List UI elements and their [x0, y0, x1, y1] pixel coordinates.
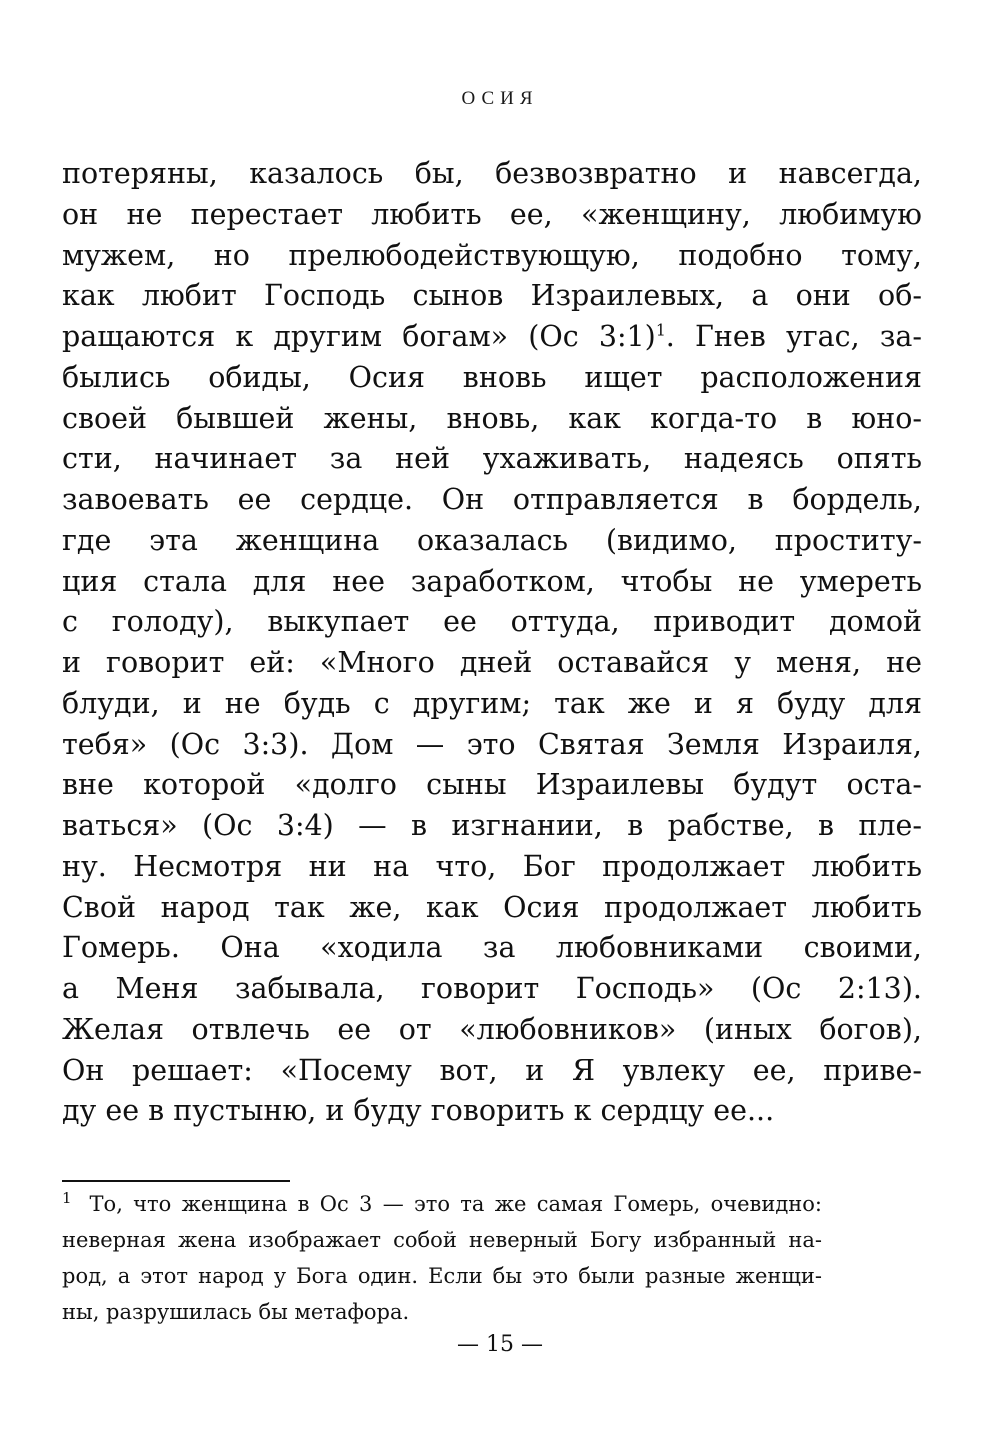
running-head: ОСИЯ — [461, 88, 539, 109]
footnote-number: 1 — [62, 1189, 72, 1207]
text-line: ция стала для нее заработком, чтобы не умереть — [62, 564, 922, 598]
body-text — [62, 154, 922, 1132]
text-line: ну. Несмотря ни на что, Бог продолжает любить — [62, 849, 922, 883]
text-line-part: . Гнев угас, за- — [665, 320, 922, 353]
text-line-with-footnote — [62, 317, 922, 358]
text-line: с голоду), выкупает ее оттуда, приводит домой — [62, 605, 922, 639]
text-line-part: ращаются к другим богам» (Ос 3:1) — [62, 320, 656, 353]
text-line: Он решает: «Посему вот, и Я увлеку ее, приве- — [62, 1053, 922, 1087]
text-line: своей бывшей жены, вновь, как когда-то в юно- — [62, 401, 922, 435]
text-line: потеряны, казалось бы, безвозвратно и навсегда, — [62, 157, 922, 190]
text-line: блуди, и не будь с другим; так же и я буду для — [62, 686, 922, 720]
footnote-rule — [62, 1180, 290, 1182]
page-number: — 15 — — [457, 1332, 543, 1357]
footnote-line: ны, разрушилась бы метафора. — [62, 1300, 410, 1324]
footnote-line: неверная жена изображает собой неверный Богу избранный на- — [62, 1228, 822, 1252]
footnote-line — [62, 1186, 822, 1222]
text-line: завоевать ее сердце. Он отправляется в бордель, — [62, 483, 922, 516]
text-line: Желая отвлечь ее от «любовников» (иных богов), — [62, 1012, 922, 1046]
text-line: как любит Господь сынов Израилевых, а они об- — [62, 279, 922, 313]
text-line: былись обиды, Осия вновь ищет расположения — [62, 360, 922, 394]
text-line: а Меня забывала, говорит Господь» (Ос 2:13). — [62, 972, 922, 1005]
text-line: Свой народ так же, как Осия продолжает любить — [62, 890, 922, 924]
text-line: он не перестает любить ее, «женщину, любимую — [62, 197, 922, 231]
text-line: и говорит ей: «Много дней оставайся у меня, не — [62, 646, 922, 679]
footnote-line-text: То, что женщина в Ос 3 — это та же самая Гомерь, очевидно: — [89, 1192, 822, 1216]
text-line: Гомерь. Она «ходила за любовниками своими, — [62, 931, 922, 965]
footnote-marker: 1 — [655, 320, 666, 340]
text-line: мужем, но прелюбодействующую, подобно тому, — [62, 238, 922, 272]
footnote-line: род, а этот народ у Бога один. Если бы это были разные женщи- — [62, 1264, 822, 1288]
text-line: где эта женщина оказалась (видимо, проститу- — [62, 523, 922, 557]
text-line: тебя» (Ос 3:3). Дом — это Святая Земля Израиля, — [62, 727, 922, 761]
footnote — [62, 1186, 822, 1330]
text-line: сти, начинает за ней ухаживать, надеясь опять — [62, 442, 922, 476]
text-line: ваться» (Ос 3:4) — в изгнании, в рабстве, в пле- — [62, 809, 922, 842]
text-line: ду ее в пустыню, и буду говорить к сердцу ее... — [62, 1094, 775, 1128]
text-line: вне которой «долго сыны Израилевы будут оста- — [62, 768, 922, 802]
